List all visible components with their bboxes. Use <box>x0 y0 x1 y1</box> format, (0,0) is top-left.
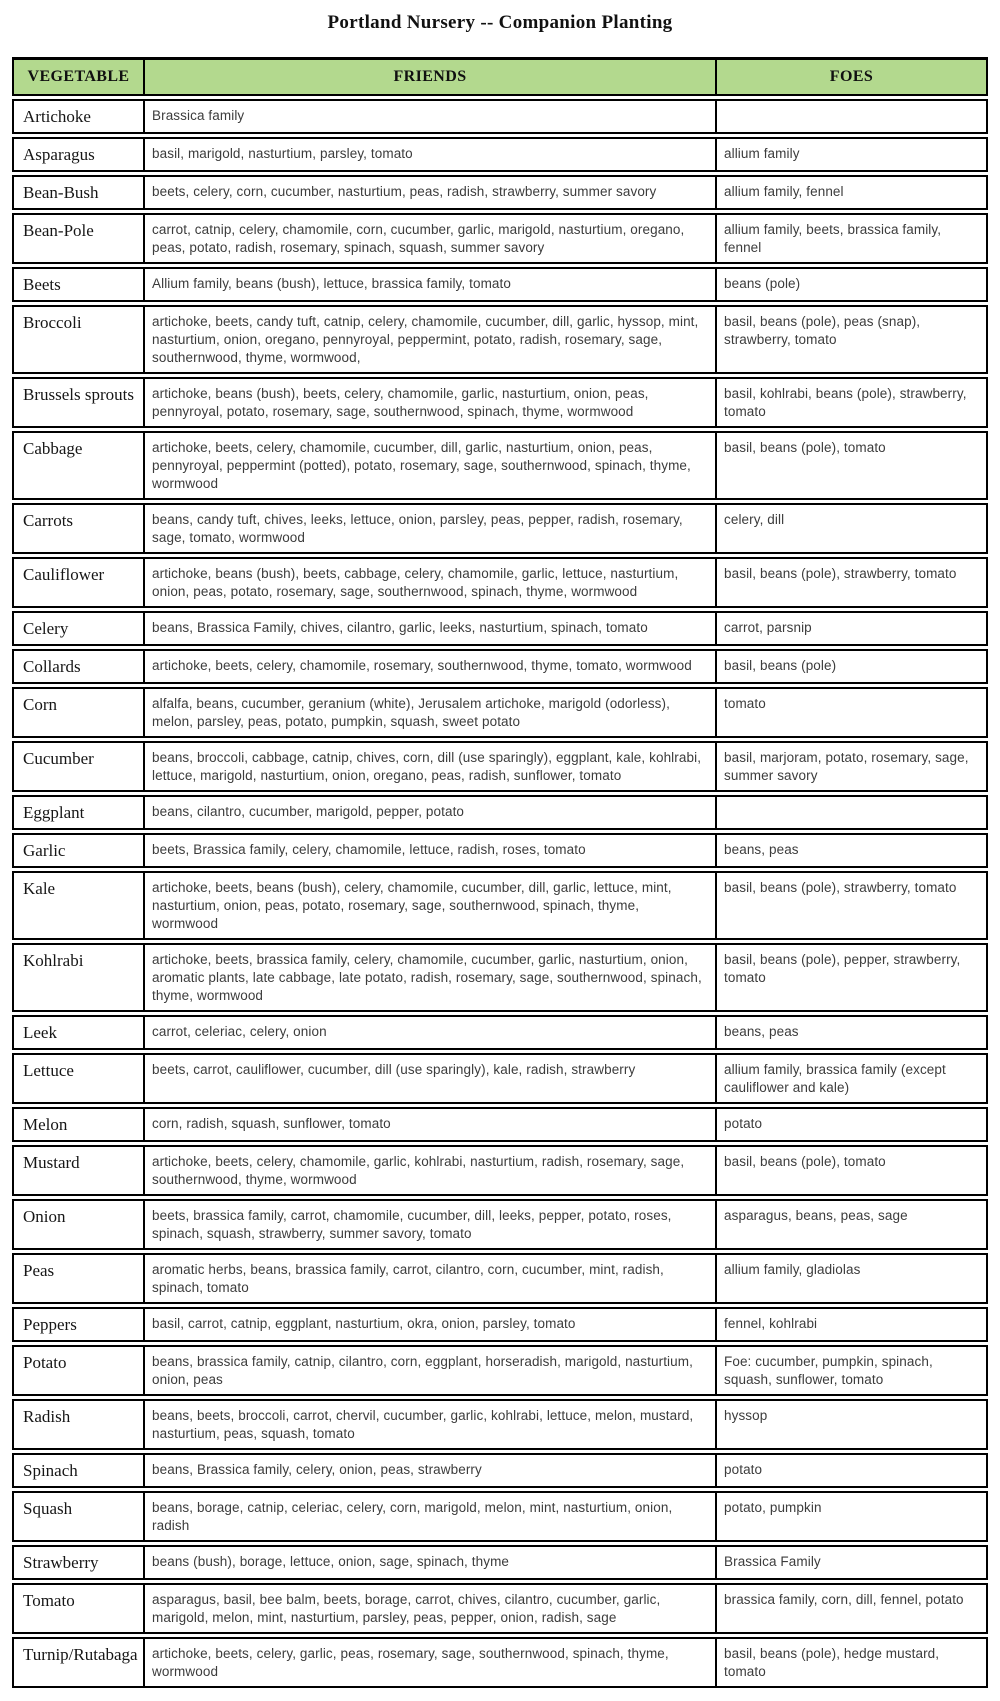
table-row <box>12 213 988 264</box>
vegetable-cell: Cauliflower <box>12 557 145 608</box>
vegetable-cell: Cabbage <box>12 431 145 500</box>
vegetable-cell: Garlic <box>12 833 145 868</box>
vegetable-cell: Bean-Pole <box>12 213 145 264</box>
companion-planting-table <box>12 54 988 1691</box>
vegetable-cell: Artichoke <box>12 99 145 134</box>
table-row <box>12 1583 988 1634</box>
vegetable-cell: Cucumber <box>12 741 145 792</box>
foes-cell: basil, beans (pole), tomato <box>717 1145 988 1196</box>
table-row <box>12 1545 988 1580</box>
vegetable-cell: Eggplant <box>12 795 145 830</box>
table-header <box>12 57 988 96</box>
friends-cell: artichoke, beets, beans (bush), celery, chamomile, cucumber, dill, garlic, lettuce, mint, nasturtium, onion, peas, potato, rosemary, sage, southernwood, spinach, thyme, wormwood <box>145 871 717 940</box>
friends-cell: corn, radish, squash, sunflower, tomato <box>145 1107 717 1142</box>
vegetable-cell: Broccoli <box>12 305 145 374</box>
foes-cell: basil, marjoram, potato, rosemary, sage, summer savory <box>717 741 988 792</box>
friends-cell: carrot, catnip, celery, chamomile, corn, cucumber, garlic, marigold, nasturtium, oregano, peas, potato, radish, rosemary, spinach, squash, summer savory <box>145 213 717 264</box>
foes-cell: hyssop <box>717 1399 988 1450</box>
header-foes: FOES <box>717 57 988 96</box>
vegetable-cell: Peas <box>12 1253 145 1304</box>
friends-cell: artichoke, beets, celery, chamomile, rosemary, southernwood, thyme, tomato, wormwood <box>145 649 717 684</box>
table-row <box>12 795 988 830</box>
table-row <box>12 649 988 684</box>
friends-cell: beets, brassica family, carrot, chamomile, cucumber, dill, leeks, pepper, potato, roses, spinach, squash, strawberry, summer savory, tomato <box>145 1199 717 1250</box>
friends-cell: beans, candy tuft, chives, leeks, lettuce, onion, parsley, peas, pepper, radish, rosemary, sage, tomato, wormwood <box>145 503 717 554</box>
friends-cell: beets, Brassica family, celery, chamomile, lettuce, radish, roses, tomato <box>145 833 717 868</box>
friends-cell: artichoke, beets, celery, chamomile, cucumber, dill, garlic, nasturtium, onion, peas, pennyroyal, peppermint (potted), potato, rosemary, sage, southernwood, spinach, thyme, wormwood <box>145 431 717 500</box>
table-row <box>12 503 988 554</box>
table-row <box>12 1491 988 1542</box>
table-row <box>12 175 988 210</box>
foes-cell: allium family, brassica family (except cauliflower and kale) <box>717 1053 988 1104</box>
table-row <box>12 431 988 500</box>
foes-cell <box>717 99 988 134</box>
vegetable-cell: Kale <box>12 871 145 940</box>
foes-cell: basil, beans (pole), peas (snap), strawberry, tomato <box>717 305 988 374</box>
header-row <box>12 57 988 96</box>
foes-cell: basil, beans (pole), pepper, strawberry, tomato <box>717 943 988 1012</box>
table-row <box>12 377 988 428</box>
vegetable-cell: Melon <box>12 1107 145 1142</box>
table-row <box>12 1107 988 1142</box>
table-row <box>12 1345 988 1396</box>
table-row <box>12 687 988 738</box>
friends-cell: beans, brassica family, catnip, cilantro, corn, eggplant, horseradish, marigold, nasturtium, onion, peas <box>145 1345 717 1396</box>
vegetable-cell: Spinach <box>12 1453 145 1488</box>
vegetable-cell: Tomato <box>12 1583 145 1634</box>
table-row <box>12 1453 988 1488</box>
friends-cell: artichoke, beets, celery, garlic, peas, rosemary, sage, southernwood, spinach, thyme, wormwood <box>145 1637 717 1688</box>
vegetable-cell: Turnip/Rutabaga <box>12 1637 145 1688</box>
table-row <box>12 611 988 646</box>
foes-cell: Foe: cucumber, pumpkin, spinach, squash, sunflower, tomato <box>717 1345 988 1396</box>
vegetable-cell: Asparagus <box>12 137 145 172</box>
friends-cell: beans, broccoli, cabbage, catnip, chives, corn, dill (use sparingly), eggplant, kale, kohlrabi, lettuce, marigold, nasturtium, onion, oregano, peas, radish, sunflower, tomato <box>145 741 717 792</box>
page-title: Portland Nursery -- Companion Planting <box>327 12 673 33</box>
vegetable-cell: Beets <box>12 267 145 302</box>
friends-cell: alfalfa, beans, cucumber, geranium (white), Jerusalem artichoke, marigold (odorless), melon, parsley, peas, potato, pumpkin, squash, sweet potato <box>145 687 717 738</box>
foes-cell: tomato <box>717 687 988 738</box>
vegetable-cell: Peppers <box>12 1307 145 1342</box>
vegetable-cell: Kohlrabi <box>12 943 145 1012</box>
foes-cell: Brassica Family <box>717 1545 988 1580</box>
friends-cell: beans, Brassica family, celery, onion, peas, strawberry <box>145 1453 717 1488</box>
header-vegetable: VEGETABLE <box>12 57 145 96</box>
table-row <box>12 741 988 792</box>
table-row <box>12 1399 988 1450</box>
friends-cell: artichoke, beans (bush), beets, celery, chamomile, garlic, nasturtium, onion, peas, pennyroyal, potato, rosemary, sage, southernwood, spinach, thyme, wormwood <box>145 377 717 428</box>
table-row <box>12 943 988 1012</box>
table-row <box>12 267 988 302</box>
friends-cell: beets, celery, corn, cucumber, nasturtium, peas, radish, strawberry, summer savory <box>145 175 717 210</box>
friends-cell: basil, marigold, nasturtium, parsley, tomato <box>145 137 717 172</box>
vegetable-cell: Collards <box>12 649 145 684</box>
foes-cell: beans (pole) <box>717 267 988 302</box>
table-row <box>12 99 988 134</box>
friends-cell: asparagus, basil, bee balm, beets, borage, carrot, chives, cilantro, cucumber, garlic, marigold, melon, mint, nasturtium, parsley, peas, pepper, onion, radish, sage <box>145 1583 717 1634</box>
foes-cell: allium family, beets, brassica family, fennel <box>717 213 988 264</box>
friends-cell: basil, carrot, catnip, eggplant, nasturtium, okra, onion, parsley, tomato <box>145 1307 717 1342</box>
header-friends: FRIENDS <box>145 57 717 96</box>
vegetable-cell: Strawberry <box>12 1545 145 1580</box>
foes-cell: allium family, fennel <box>717 175 988 210</box>
vegetable-cell: Lettuce <box>12 1053 145 1104</box>
vegetable-cell: Mustard <box>12 1145 145 1196</box>
foes-cell: potato, pumpkin <box>717 1491 988 1542</box>
table-row <box>12 305 988 374</box>
foes-cell: asparagus, beans, peas, sage <box>717 1199 988 1250</box>
foes-cell: basil, beans (pole), tomato <box>717 431 988 500</box>
vegetable-cell: Bean-Bush <box>12 175 145 210</box>
table-row <box>12 1253 988 1304</box>
foes-cell: celery, dill <box>717 503 988 554</box>
vegetable-cell: Corn <box>12 687 145 738</box>
table-row <box>12 1307 988 1342</box>
vegetable-cell: Squash <box>12 1491 145 1542</box>
vegetable-cell: Radish <box>12 1399 145 1450</box>
foes-cell: beans, peas <box>717 1015 988 1050</box>
table-row <box>12 1053 988 1104</box>
friends-cell: beets, carrot, cauliflower, cucumber, dill (use sparingly), kale, radish, strawberry <box>145 1053 717 1104</box>
friends-cell: Brassica family <box>145 99 717 134</box>
vegetable-cell: Potato <box>12 1345 145 1396</box>
vegetable-cell: Carrots <box>12 503 145 554</box>
friends-cell: beans, Brassica Family, chives, cilantro, garlic, leeks, nasturtium, spinach, tomato <box>145 611 717 646</box>
friends-cell: carrot, celeriac, celery, onion <box>145 1015 717 1050</box>
foes-cell: brassica family, corn, dill, fennel, potato <box>717 1583 988 1634</box>
friends-cell: beans, borage, catnip, celeriac, celery, corn, marigold, melon, mint, nasturtium, onion, radish <box>145 1491 717 1542</box>
table-row <box>12 137 988 172</box>
friends-cell: beans, cilantro, cucumber, marigold, pepper, potato <box>145 795 717 830</box>
foes-cell: potato <box>717 1453 988 1488</box>
vegetable-cell: Brussels sprouts <box>12 377 145 428</box>
table-row <box>12 871 988 940</box>
friends-cell: artichoke, beets, brassica family, celery, chamomile, cucumber, garlic, nasturtium, onion, aromatic plants, late cabbage, late potato, radish, rosemary, sage, southernwood, spinach, thyme, wormwood <box>145 943 717 1012</box>
friends-cell: Allium family, beans (bush), lettuce, brassica family, tomato <box>145 267 717 302</box>
foes-cell: allium family, gladiolas <box>717 1253 988 1304</box>
table-row <box>12 1199 988 1250</box>
table-row <box>12 1637 988 1688</box>
table-body <box>12 99 988 1688</box>
table-row <box>12 1015 988 1050</box>
vegetable-cell: Leek <box>12 1015 145 1050</box>
foes-cell: basil, beans (pole), hedge mustard, tomato <box>717 1637 988 1688</box>
friends-cell: beans, beets, broccoli, carrot, chervil, cucumber, garlic, kohlrabi, lettuce, melon, mustard, nasturtium, peas, squash, tomato <box>145 1399 717 1450</box>
table-row <box>12 1145 988 1196</box>
foes-cell: basil, beans (pole) <box>717 649 988 684</box>
vegetable-cell: Celery <box>12 611 145 646</box>
table-row <box>12 557 988 608</box>
friends-cell: artichoke, beets, candy tuft, catnip, celery, chamomile, cucumber, dill, garlic, hyssop, mint, nasturtium, onion, oregano, pennyroyal, peppermint, potato, radish, rosemary, sage, southernwood, thyme, wormwood, <box>145 305 717 374</box>
foes-cell: basil, kohlrabi, beans (pole), strawberry, tomato <box>717 377 988 428</box>
foes-cell: basil, beans (pole), strawberry, tomato <box>717 557 988 608</box>
friends-cell: artichoke, beans (bush), beets, cabbage, celery, chamomile, garlic, lettuce, nasturtium, onion, peas, potato, rosemary, sage, southernwood, spinach, thyme, wormwood <box>145 557 717 608</box>
table-row <box>12 833 988 868</box>
foes-cell: basil, beans (pole), strawberry, tomato <box>717 871 988 940</box>
foes-cell: potato <box>717 1107 988 1142</box>
foes-cell: beans, peas <box>717 833 988 868</box>
foes-cell <box>717 795 988 830</box>
friends-cell: artichoke, beets, celery, chamomile, garlic, kohlrabi, nasturtium, radish, rosemary, sage, southernwood, thyme, wormwood <box>145 1145 717 1196</box>
foes-cell: allium family <box>717 137 988 172</box>
foes-cell: carrot, parsnip <box>717 611 988 646</box>
friends-cell: aromatic herbs, beans, brassica family, carrot, cilantro, corn, cucumber, mint, radish, spinach, tomato <box>145 1253 717 1304</box>
friends-cell: beans (bush), borage, lettuce, onion, sage, spinach, thyme <box>145 1545 717 1580</box>
vegetable-cell: Onion <box>12 1199 145 1250</box>
foes-cell: fennel, kohlrabi <box>717 1307 988 1342</box>
